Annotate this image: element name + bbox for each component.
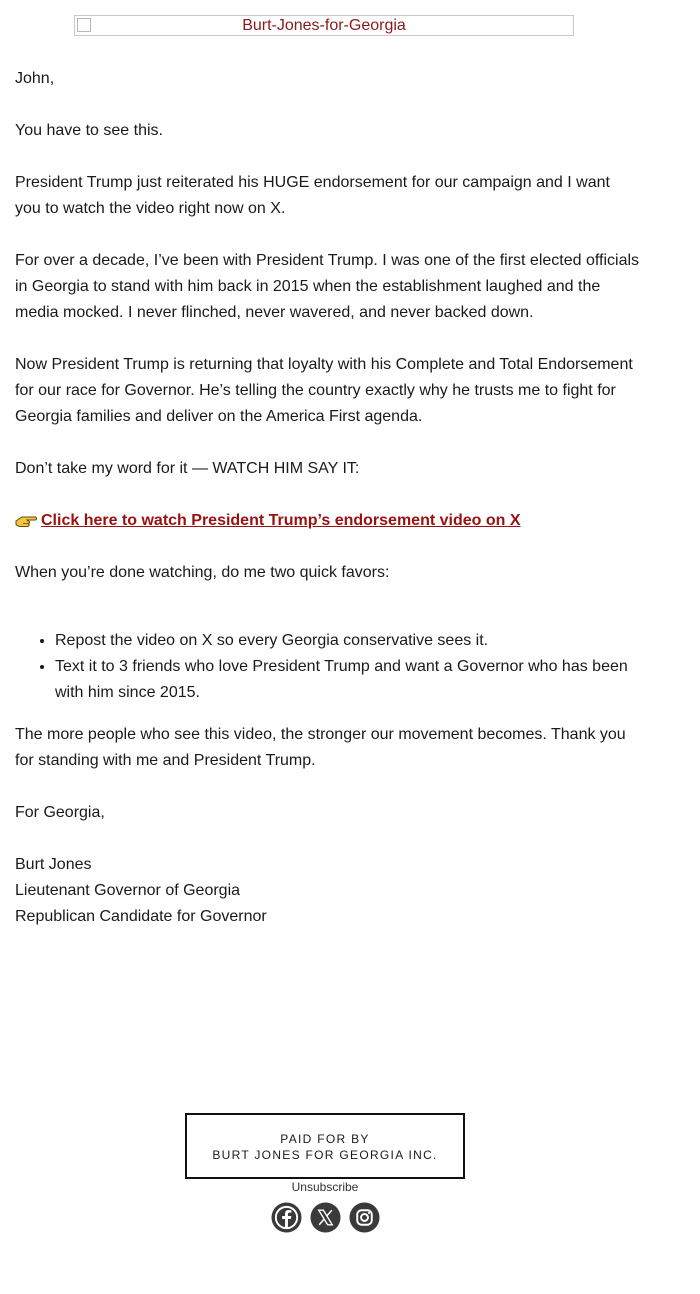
- paragraph-7: The more people who see this video, the stronger our movement becomes. Thank you for standing with me and President Trump.: [15, 726, 626, 769]
- closing: For Georgia,: [15, 804, 105, 821]
- facebook-icon[interactable]: [271, 1202, 302, 1233]
- signature-title-1: Lieutenant Governor of Georgia: [15, 882, 241, 899]
- favors-list: [15, 628, 640, 706]
- signature-title-2: Republican Candidate for Governor: [15, 908, 267, 925]
- paragraph-4: Now President Trump is returning that loyalty with his Complete and Total Endorsement for our race for Governor. He’s telling the country exactly why he trusts me to fight for Georgia families and deliver on the America First agenda.: [15, 356, 633, 425]
- header-image-alt-text: Burt-Jones-for-Georgia: [242, 17, 406, 34]
- paragraph-5: Don’t take my word for it — WATCH HIM SAY IT:: [15, 460, 360, 477]
- watch-video-link[interactable]: [15, 512, 521, 529]
- x-icon[interactable]: [310, 1202, 341, 1233]
- instagram-icon[interactable]: [349, 1202, 380, 1233]
- paid-for-by-box: [185, 1113, 465, 1179]
- signature-block: [15, 852, 640, 930]
- cta-line: [15, 508, 640, 534]
- list-item: • Repost the video on X so every Georgia conservative sees it.: [55, 628, 640, 654]
- list-item: • Text it to 3 friends who love President Trump and want a Governor who has been with him since 2015.: [55, 654, 640, 706]
- unsubscribe-link[interactable]: Unsubscribe: [291, 1180, 359, 1194]
- paragraph-2: President Trump just reiterated his HUGE endorsement for our campaign and I want you to watch the video right now on X.: [15, 174, 610, 217]
- pointing-hand-icon: [15, 512, 37, 528]
- paid-for-line-2: BURT JONES FOR GEORGIA INC.: [212, 1148, 438, 1162]
- paragraph-1: You have to see this.: [15, 122, 163, 139]
- paragraph-3: For over a decade, I’ve been with President Trump. I was one of the first elected officials in Georgia to stand with him back in 2015 when the establishment laughed and the media mocked. I never flinched, never wavered, and never backed down.: [15, 252, 640, 321]
- greeting: John,: [15, 70, 55, 87]
- social-icons-row: [271, 1202, 380, 1233]
- signature-name: Burt Jones: [15, 856, 92, 873]
- header-banner-image[interactable]: [74, 15, 574, 36]
- watch-video-link-label: Click here to watch President Trump’s endorsement video on X: [41, 512, 521, 529]
- email-body: [15, 66, 640, 930]
- paragraph-6: When you’re done watching, do me two quick favors:: [15, 564, 390, 581]
- paid-for-line-1: PAID FOR BY: [280, 1132, 370, 1146]
- broken-image-icon: [77, 18, 91, 32]
